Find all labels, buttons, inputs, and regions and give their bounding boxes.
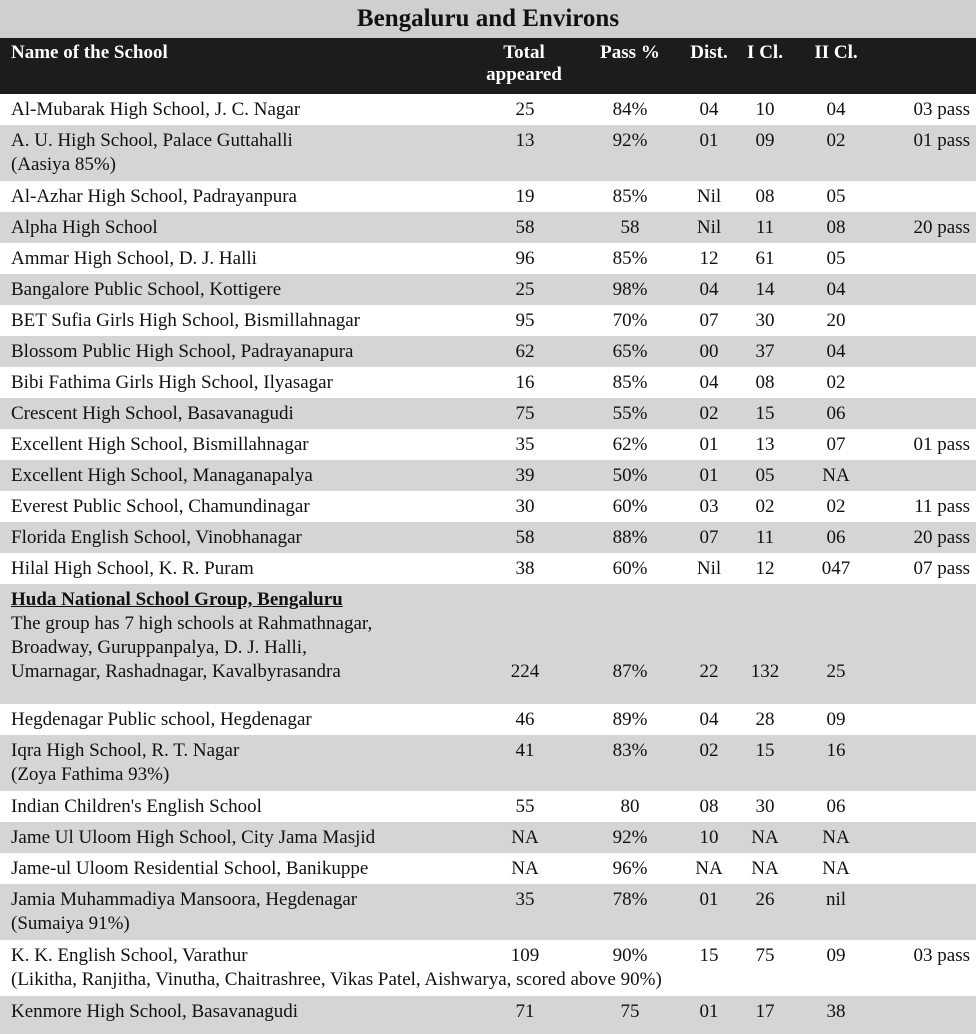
distinction-count: 07 [699, 527, 719, 548]
second-class-count: 09 [826, 709, 846, 730]
school-name-line: The group has 7 high schools at Rahmathnagar, [11, 613, 373, 634]
pass-note: 01 pass [913, 130, 970, 151]
distinction-count: 02 [699, 403, 719, 424]
pass-percent: 90% [612, 945, 648, 966]
distinction-count: 01 [699, 434, 719, 455]
second-class-count: 04 [826, 99, 846, 120]
total-appeared: 95 [515, 310, 535, 331]
pass-percent: 85% [612, 372, 648, 393]
total-appeared: 71 [515, 1001, 535, 1022]
header-dist: Dist. [690, 42, 728, 63]
school-name-line: Jame Ul Uloom High School, City Jama Masjid [11, 827, 376, 848]
school-name-line: (Sumaiya 91%) [11, 913, 130, 934]
first-class-count: 11 [755, 527, 775, 548]
second-class-count: 04 [826, 341, 846, 362]
table-row [0, 429, 976, 460]
first-class-count: 17 [755, 1001, 775, 1022]
school-name-line: Excellent High School, Bismillahnagar [11, 434, 309, 455]
table-row [0, 125, 976, 181]
first-class-count: 75 [755, 945, 775, 966]
table-row [0, 996, 976, 1034]
distinction-count: 01 [699, 889, 719, 910]
pass-percent: 60% [612, 496, 648, 517]
total-appeared: 13 [515, 130, 535, 151]
pass-percent: 65% [612, 341, 648, 362]
distinction-count: 00 [699, 341, 719, 362]
distinction-count: Nil [696, 558, 722, 579]
second-class-count: 02 [826, 130, 846, 151]
pass-note: 20 pass [913, 217, 970, 238]
table-row [0, 822, 976, 853]
second-class-count: 38 [826, 1001, 846, 1022]
distinction-count: 02 [699, 740, 719, 761]
distinction-count: 07 [699, 310, 719, 331]
total-appeared: 46 [515, 709, 535, 730]
results-table-body [0, 94, 976, 1034]
first-class-count: 14 [755, 279, 775, 300]
total-appeared: 224 [510, 661, 540, 682]
distinction-count: 10 [699, 827, 719, 848]
pass-percent: 83% [612, 740, 648, 761]
school-name-line: Al-Azhar High School, Padrayanpura [11, 186, 297, 207]
school-name-line: Ammar High School, D. J. Halli [11, 248, 257, 269]
second-class-count: NA [822, 827, 850, 848]
first-class-count: 13 [755, 434, 775, 455]
school-name-line: Iqra High School, R. T. Nagar [11, 740, 240, 761]
total-appeared: 25 [515, 279, 535, 300]
table-row [0, 94, 976, 125]
total-appeared: 30 [515, 496, 535, 517]
total-appeared: 16 [515, 372, 535, 393]
pass-note: 03 pass [913, 945, 970, 966]
pass-percent: 55% [612, 403, 648, 424]
table-row [0, 398, 976, 429]
total-appeared: 58 [515, 527, 535, 548]
table-row [0, 940, 976, 996]
school-name-line: A. U. High School, Palace Guttahalli [11, 130, 293, 151]
total-appeared: 38 [515, 558, 535, 579]
school-name-line: Indian Children's English School [11, 796, 262, 817]
school-name-line: Florida English School, Vinobhanagar [11, 527, 302, 548]
distinction-count: 08 [699, 796, 719, 817]
pass-note: 11 pass [914, 496, 970, 517]
table-row [0, 336, 976, 367]
second-class-count: 07 [826, 434, 846, 455]
table-row [0, 791, 976, 822]
pass-percent: 58 [620, 217, 640, 238]
first-class-count: 28 [755, 709, 775, 730]
pass-percent: 92% [612, 130, 648, 151]
second-class-count: 047 [821, 558, 851, 579]
school-name-line: Bangalore Public School, Kottigere [11, 279, 282, 300]
pass-percent: 88% [612, 527, 648, 548]
first-class-count: 30 [755, 310, 775, 331]
pass-percent: 62% [612, 434, 648, 455]
total-appeared: 25 [515, 99, 535, 120]
pass-percent: 50% [612, 465, 648, 486]
first-class-count: 02 [755, 496, 775, 517]
pass-percent: 60% [612, 558, 648, 579]
school-name-line: Umarnagar, Rashadnagar, Kavalbyrasandra [11, 661, 341, 682]
header-first-class: I Cl. [747, 42, 783, 63]
first-class-count: 11 [755, 217, 775, 238]
second-class-count: 16 [826, 740, 846, 761]
table-header [0, 38, 976, 94]
pass-percent: 85% [612, 248, 648, 269]
second-class-count: 05 [826, 248, 846, 269]
header-second-class: II Cl. [814, 42, 858, 63]
first-class-count: NA [751, 858, 779, 879]
second-class-count: 06 [826, 403, 846, 424]
first-class-count: 26 [755, 889, 775, 910]
first-class-count: NA [751, 827, 779, 848]
distinction-count: NA [695, 858, 723, 879]
distinction-count: Nil [696, 217, 722, 238]
pass-percent: 96% [612, 858, 648, 879]
distinction-count: 01 [699, 465, 719, 486]
school-name-line: (Zoya Fathima 93%) [11, 764, 170, 785]
first-class-count: 12 [755, 558, 775, 579]
first-class-count: 30 [755, 796, 775, 817]
school-name-line: Jame-ul Uloom Residential School, Banikuppe [11, 858, 369, 879]
pass-percent: 87% [612, 661, 648, 682]
total-appeared: 35 [515, 889, 535, 910]
school-name-line: Broadway, Guruppanpalya, D. J. Halli, [11, 637, 307, 658]
total-appeared: 96 [515, 248, 535, 269]
first-class-count: 05 [755, 465, 775, 486]
pass-percent: 85% [612, 186, 648, 207]
group-title: Huda National School Group, Bengaluru [11, 589, 343, 610]
table-row [0, 274, 976, 305]
second-class-count: nil [825, 889, 847, 910]
second-class-count: 02 [826, 496, 846, 517]
pass-note: 01 pass [913, 434, 970, 455]
school-name-line: Everest Public School, Chamundinagar [11, 496, 310, 517]
header-name: Name of the School [11, 42, 168, 63]
distinction-count: 22 [699, 661, 719, 682]
first-class-count: 132 [750, 661, 780, 682]
school-name-line: Al-Mubarak High School, J. C. Nagar [11, 99, 301, 120]
pass-percent: 84% [612, 99, 648, 120]
distinction-count: 15 [699, 945, 719, 966]
table-row [0, 212, 976, 243]
school-name-line: Blossom Public High School, Padrayanapura [11, 341, 354, 362]
school-name-line: Alpha High School [11, 217, 158, 238]
second-class-count: 06 [826, 527, 846, 548]
pass-percent: 98% [612, 279, 648, 300]
school-name-line: BET Sufia Girls High School, Bismillahnagar [11, 310, 361, 331]
second-class-count: NA [822, 465, 850, 486]
school-note-line: (Likitha, Ranjitha, Vinutha, Chaitrashree, Vikas Patel, Aishwarya, scored above 90%) [11, 969, 662, 990]
table-row [0, 704, 976, 735]
distinction-count: 01 [699, 130, 719, 151]
pass-note: 20 pass [913, 527, 970, 548]
table-row [0, 243, 976, 274]
total-appeared: 35 [515, 434, 535, 455]
second-class-count: 06 [826, 796, 846, 817]
total-appeared: NA [511, 827, 539, 848]
distinction-count: 04 [699, 709, 719, 730]
header-total: Total appeared [486, 42, 562, 85]
total-appeared: 55 [515, 796, 535, 817]
table-row [0, 735, 976, 791]
school-name-line: Hilal High School, K. R. Puram [11, 558, 254, 579]
table-row [0, 460, 976, 491]
pass-percent: 78% [612, 889, 648, 910]
first-class-count: 08 [755, 186, 775, 207]
total-appeared: 58 [515, 217, 535, 238]
first-class-count: 15 [755, 740, 775, 761]
distinction-count: Nil [696, 186, 722, 207]
second-class-count: 02 [826, 372, 846, 393]
second-class-count: 25 [826, 661, 846, 682]
first-class-count: 09 [755, 130, 775, 151]
school-name-line: (Aasiya 85%) [11, 154, 116, 175]
second-class-count: 05 [826, 186, 846, 207]
second-class-count: 09 [826, 945, 846, 966]
table-row [0, 367, 976, 398]
table-row [0, 853, 976, 884]
pass-percent: 92% [612, 827, 648, 848]
table-row [0, 884, 976, 940]
total-appeared: NA [511, 858, 539, 879]
total-appeared: 75 [515, 403, 535, 424]
first-class-count: 08 [755, 372, 775, 393]
distinction-count: 04 [699, 99, 719, 120]
total-appeared: 62 [515, 341, 535, 362]
school-name-line: Hegdenagar Public school, Hegdenagar [11, 709, 312, 730]
total-appeared: 19 [515, 186, 535, 207]
distinction-count: 12 [699, 248, 719, 269]
distinction-count: 01 [699, 1001, 719, 1022]
school-name-line: K. K. English School, Varathur [11, 945, 248, 966]
table-row [0, 522, 976, 553]
first-class-count: 37 [755, 341, 775, 362]
pass-percent: 89% [612, 709, 648, 730]
school-name-line: Bibi Fathima Girls High School, Ilyasagar [11, 372, 333, 393]
second-class-count: 20 [826, 310, 846, 331]
distinction-count: 03 [699, 496, 719, 517]
table-title: Bengaluru and Environs [0, 0, 976, 38]
table-row [0, 491, 976, 522]
school-name-line: Jamia Muhammadiya Mansoora, Hegdenagar [11, 889, 358, 910]
header-pass: Pass % [600, 42, 660, 63]
school-name-line: Excellent High School, Managanapalya [11, 465, 313, 486]
school-name-line: Crescent High School, Basavanagudi [11, 403, 294, 424]
pass-percent: 75 [620, 1001, 640, 1022]
pass-percent: 70% [612, 310, 648, 331]
first-class-count: 10 [755, 99, 775, 120]
second-class-count: NA [822, 858, 850, 879]
pass-note: 03 pass [913, 99, 970, 120]
distinction-count: 04 [699, 279, 719, 300]
school-name-line: Kenmore High School, Basavanagudi [11, 1001, 299, 1022]
total-appeared: 109 [510, 945, 540, 966]
pass-note: 07 pass [913, 558, 970, 579]
table-row [0, 305, 976, 336]
table-row [0, 553, 976, 584]
table-row [0, 584, 976, 704]
total-appeared: 39 [515, 465, 535, 486]
first-class-count: 15 [755, 403, 775, 424]
second-class-count: 08 [826, 217, 846, 238]
second-class-count: 04 [826, 279, 846, 300]
table-row [0, 181, 976, 212]
total-appeared: 41 [515, 740, 535, 761]
first-class-count: 61 [755, 248, 775, 269]
distinction-count: 04 [699, 372, 719, 393]
pass-percent: 80 [620, 796, 640, 817]
